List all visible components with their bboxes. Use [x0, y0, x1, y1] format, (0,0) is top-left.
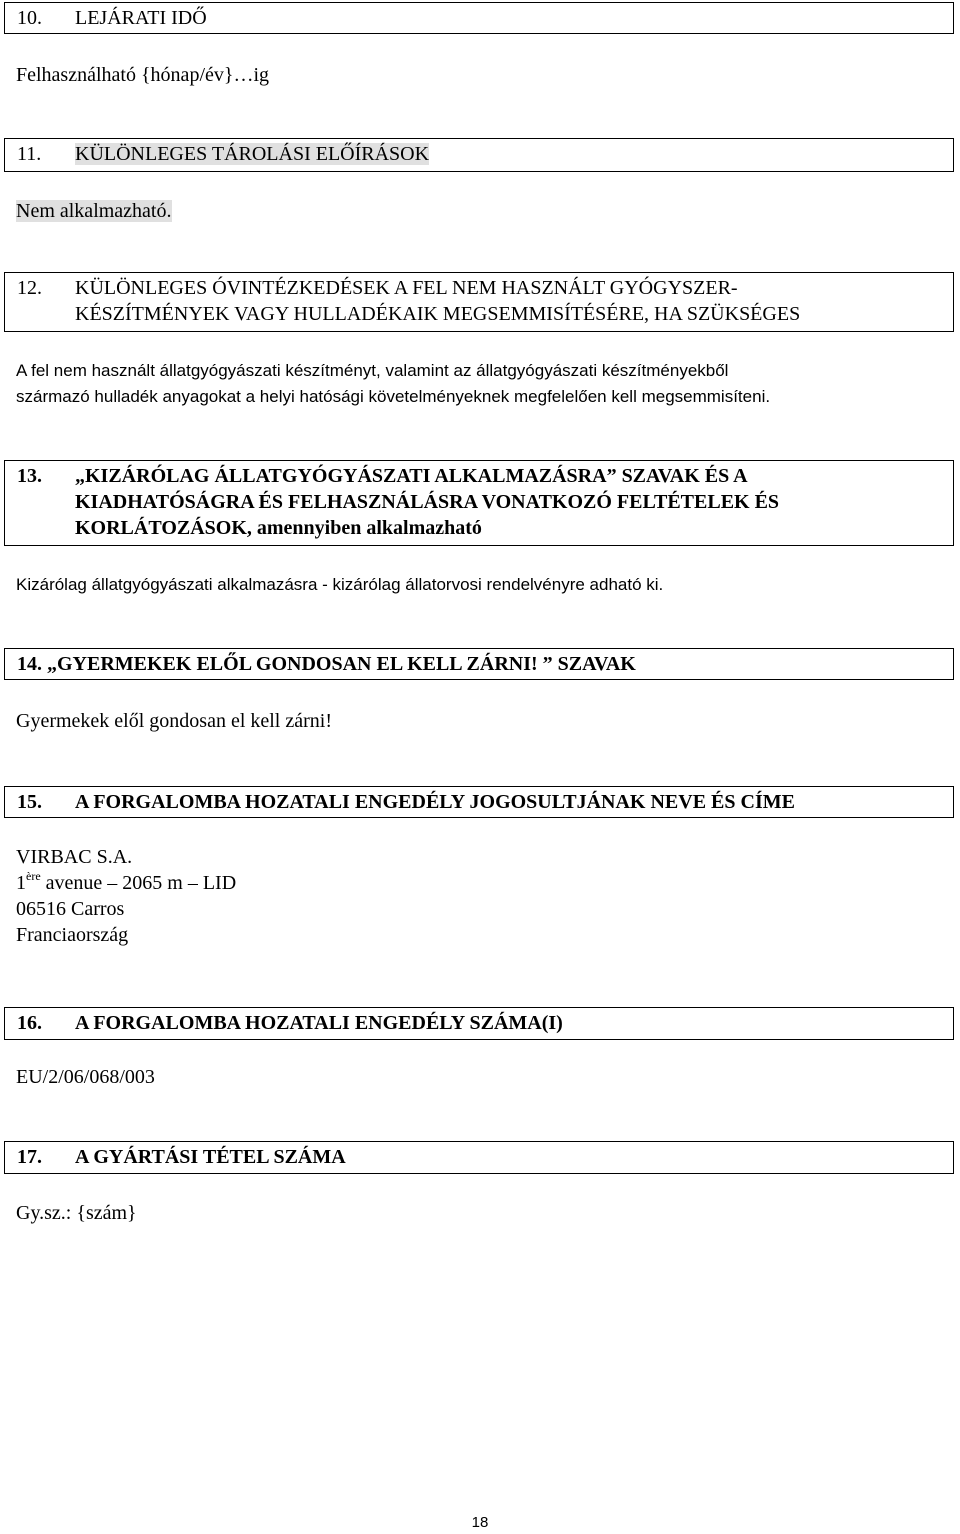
- authorisation-number: EU/2/06/068/003: [16, 1066, 155, 1088]
- section-title: „GYERMEKEK ELŐL GONDOSAN EL KELL ZÁRNI! ” SZAVAK: [47, 653, 636, 675]
- company-name: VIRBAC S.A.: [16, 846, 133, 868]
- postal-city: 06516 Carros: [16, 898, 125, 920]
- section-16-heading: [4, 1007, 954, 1040]
- section-10-heading: [4, 2, 954, 34]
- section-title: KÜLÖNLEGES TÁROLÁSI ELŐÍRÁSOK: [75, 143, 430, 165]
- disposal-text-line: származó hulladék anyagokat a helyi hatósági követelményeknek megfelelően kell megsemmisíteni.: [16, 387, 771, 406]
- section-15-heading: [4, 786, 954, 818]
- holder-address: [16, 844, 236, 948]
- disposal-text: [16, 358, 770, 410]
- expiry-text: Felhasználható {hónap/év}…ig: [16, 64, 270, 86]
- section-14-heading: [4, 648, 954, 680]
- page-number: 18: [471, 1514, 489, 1531]
- section-title-line: KÉSZÍTMÉNYEK VAGY HULLADÉKAIK MEGSEMMISÍTÉSÉRE, HA SZÜKSÉGES: [75, 303, 801, 325]
- section-title-line: KIADHATÓSÁGRA ÉS FELHASZNÁLÁSRA VONATKOZÓ FELTÉTELEK ÉS: [75, 491, 780, 513]
- storage-text: Nem alkalmazható.: [16, 200, 172, 222]
- section-title: A GYÁRTÁSI TÉTEL SZÁMA: [75, 1146, 346, 1168]
- section-title: A FORGALOMBA HOZATALI ENGEDÉLY JOGOSULTJÁNAK NEVE ÉS CÍME: [75, 791, 795, 813]
- section-number: 14.: [17, 653, 42, 675]
- section-title-line: „KIZÁRÓLAG ÁLLATGYÓGYÁSZATI ALKALMAZÁSRA” SZAVAK ÉS A: [75, 465, 748, 487]
- section-11-heading: [4, 138, 954, 172]
- children-warning-text: Gyermekek elől gondosan el kell zárni!: [16, 710, 332, 732]
- section-17-heading: [4, 1141, 954, 1174]
- section-number: 16.: [17, 1012, 42, 1034]
- section-title: LEJÁRATI IDŐ: [75, 7, 207, 29]
- section-13-heading: [4, 460, 954, 546]
- veterinary-use-text: Kizárólag állatgyógyászati alkalmazásra - kizárólag állatorvosi rendelvényre adható ki.: [16, 575, 664, 594]
- section-number: 11.: [17, 143, 42, 165]
- section-title-line: KÜLÖNLEGES ÓVINTÉZKEDÉSEK A FEL NEM HASZNÁLT GYÓGYSZER-: [75, 277, 738, 299]
- section-number: 17.: [17, 1146, 42, 1168]
- section-title: A FORGALOMBA HOZATALI ENGEDÉLY SZÁMA(I): [75, 1012, 563, 1034]
- street-address: 1ère avenue – 2065 m – LID: [16, 869, 237, 894]
- section-number: 13.: [17, 465, 42, 487]
- section-number: 12.: [17, 277, 42, 299]
- batch-number: Gy.sz.: {szám}: [16, 1202, 137, 1224]
- disposal-text-line: A fel nem használt állatgyógyászati készítményt, valamint az állatgyógyászati készítményekből: [16, 361, 729, 380]
- section-number: 15.: [17, 791, 42, 813]
- section-title-line: KORLÁTOZÁSOK, amennyiben alkalmazható: [75, 517, 482, 539]
- section-12-heading: [4, 272, 954, 332]
- country: Franciaország: [16, 924, 129, 946]
- section-number: 10.: [17, 7, 42, 29]
